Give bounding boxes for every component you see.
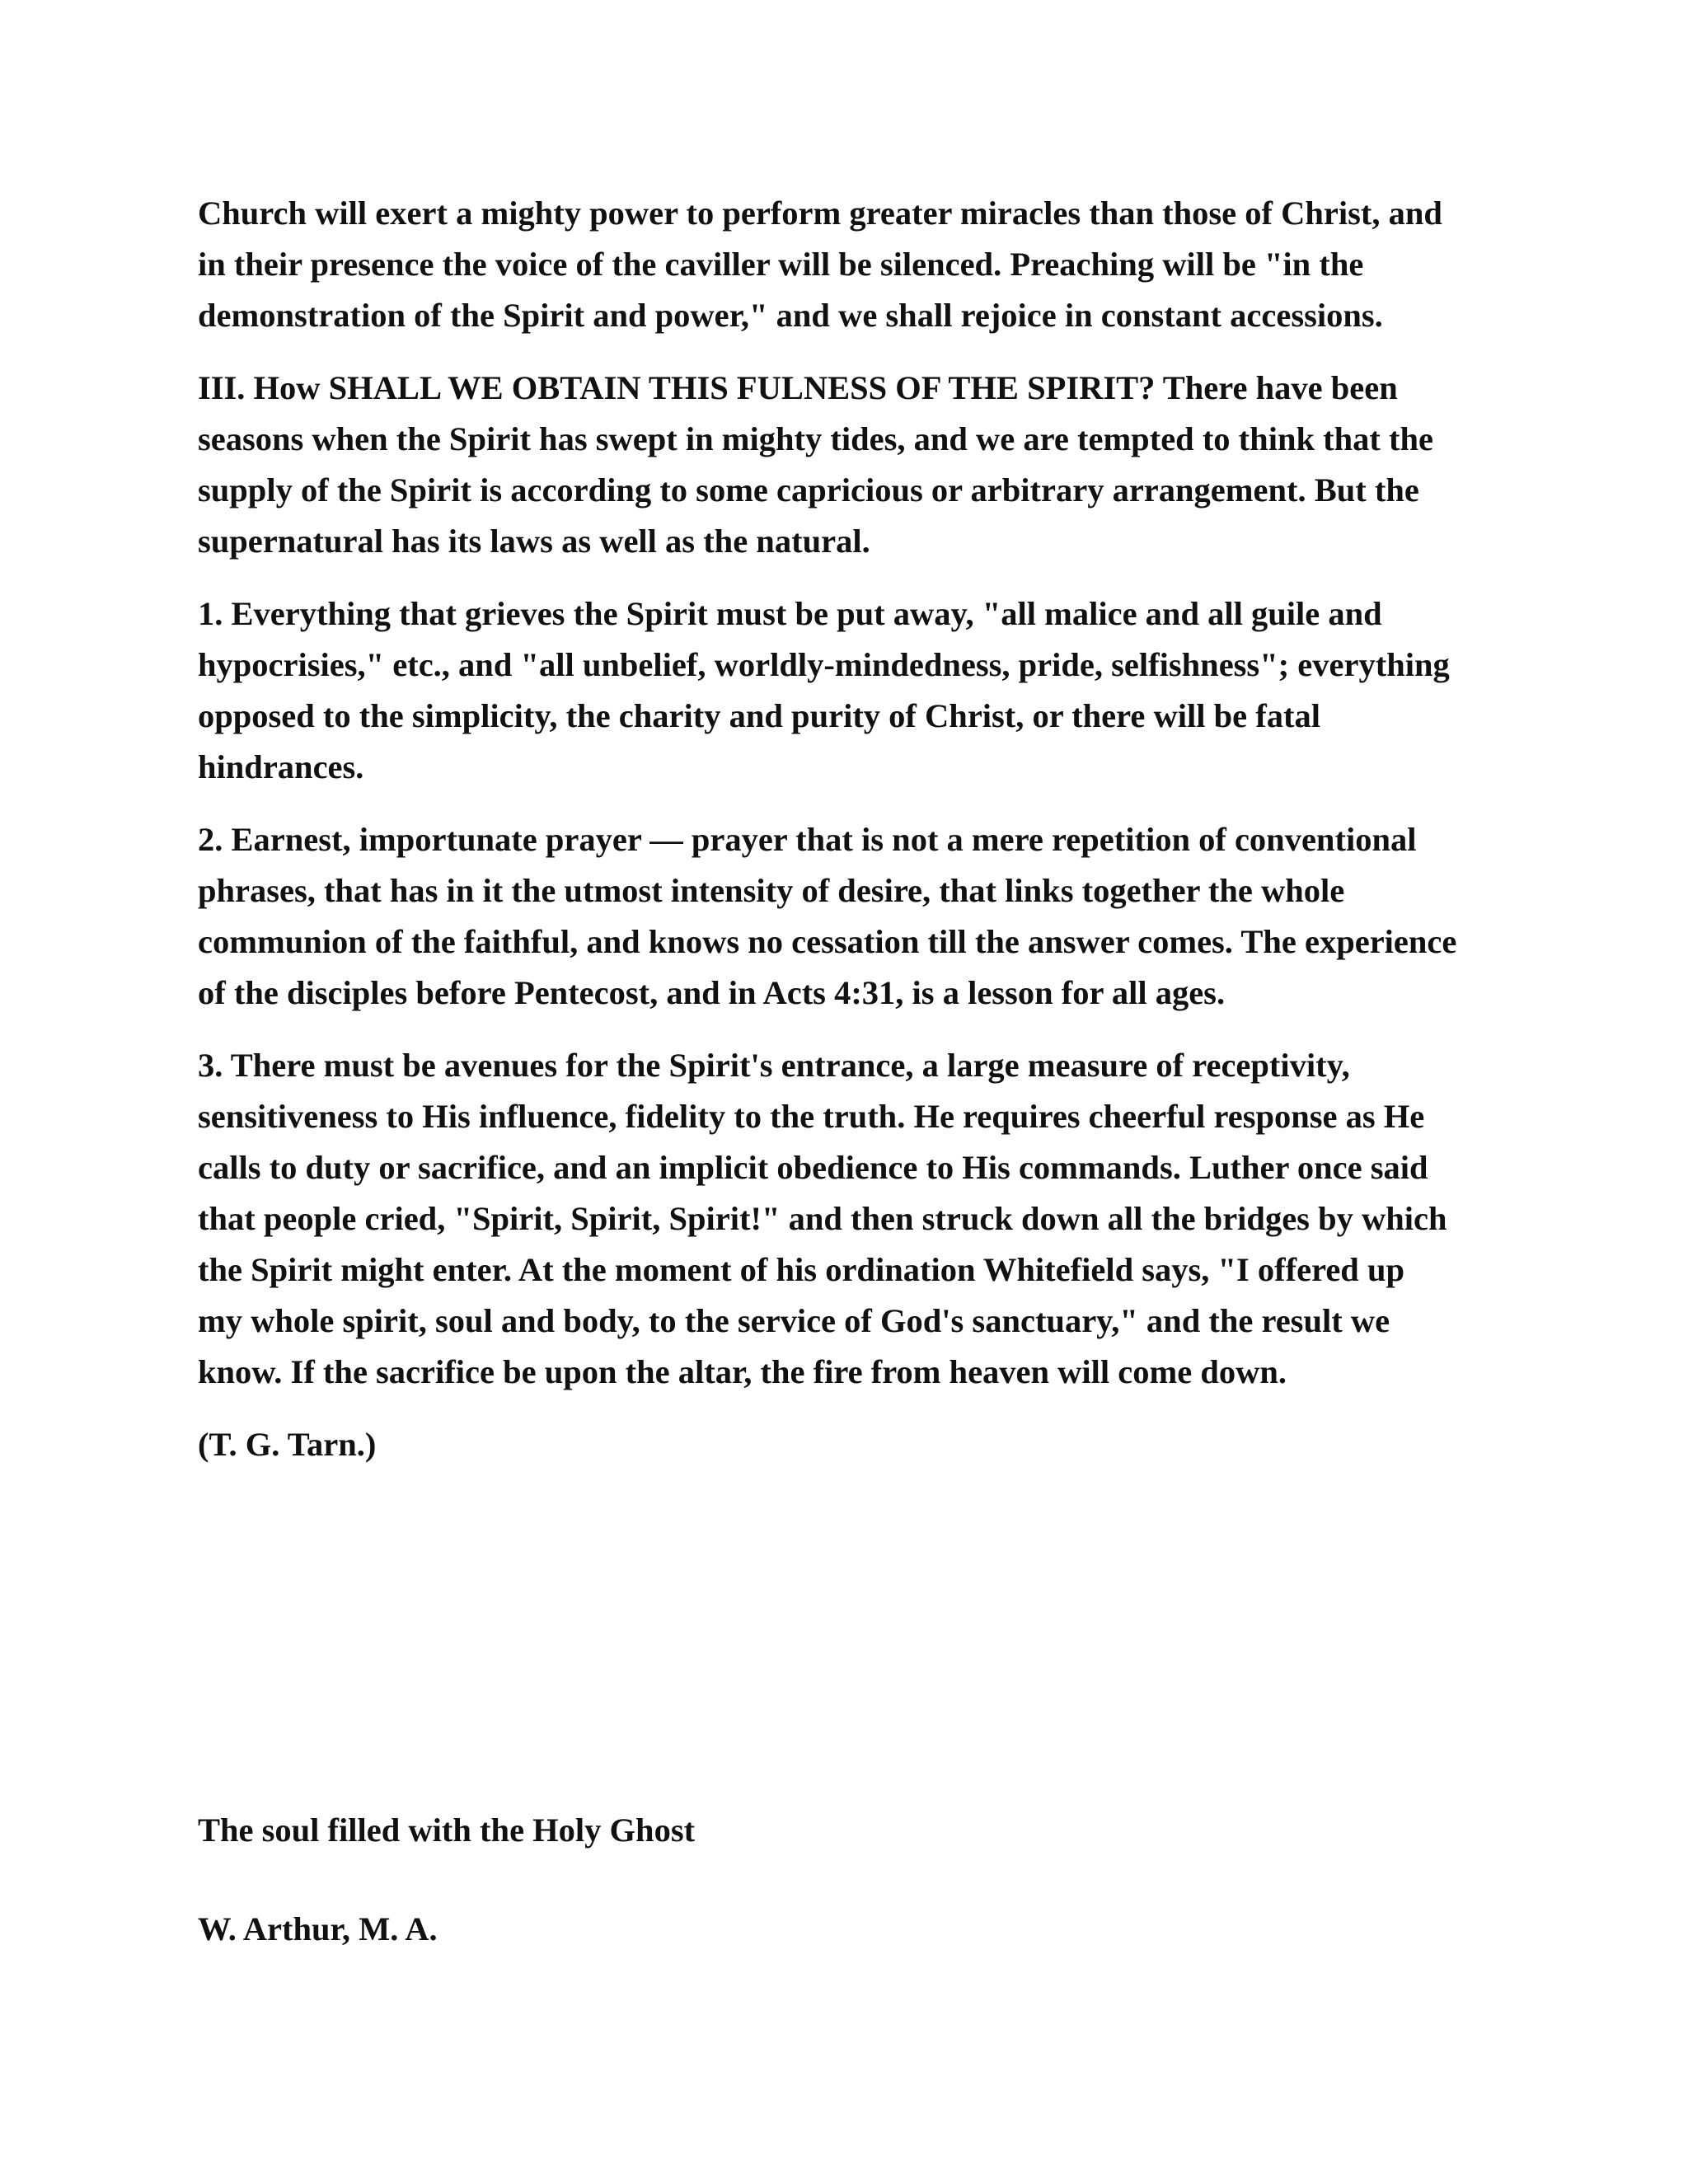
- paragraph-point-one: 1. Everything that grieves the Spirit must be put away, "all malice and all guile and hypocrisies," etc., and "all unbelief, worldly-mindedness, pride, selfishness"; everything opposed to the simplicity, the charity and purity of Christ, or there will be fatal hindrances.: [198, 595, 1450, 785]
- next-section-title: The soul filled with the Holy Ghost: [198, 1811, 696, 1849]
- paragraph-church-power: Church will exert a mighty power to perform greater miracles than those of Christ, and in their presence the voice of the caviller will be silenced. Preaching will be "in the demonstration of the Spirit and power," and we shall rejoice in constant accessions.: [198, 194, 1442, 334]
- paragraph-section-three-heading: III. How SHALL WE OBTAIN THIS FULNESS OF THE SPIRIT? There have been seasons when the Spirit has swept in mighty tides, and we are tempted to think that the supply of the Spirit is according to some capricious or arbitrary arrangement. But the supernatural has its laws as well as the natural.: [198, 369, 1433, 560]
- paragraph-point-three: 3. There must be avenues for the Spirit's entrance, a large measure of receptivity, sensitiveness to His influence, fidelity to the truth. He requires cheerful response as He calls to duty or sacrifice, and an implicit obedience to His commands. Luther once said that people cried, "Spirit, Spirit, Spirit!" and then struck down all the bridges by which the Spirit might enter. At the moment of his ordination Whitefield says, "I offered up my whole spirit, soul and body, to the service of God's sanctuary," and the result we know. If the sacrifice be upon the altar, the fire from heaven will come down.: [198, 1047, 1447, 1390]
- paragraph-point-two: 2. Earnest, importunate prayer — prayer that is not a mere repetition of conventional phrases, that has in it the utmost intensity of desire, that links together the whole communion of the faithful, and knows no cessation till the answer comes. The experience of the disciples before Pentecost, and in Acts 4:31, is a lesson for all ages.: [198, 821, 1457, 1011]
- next-section-author: W. Arthur, M. A.: [198, 1910, 438, 1947]
- attribution: (T. G. Tarn.): [198, 1426, 377, 1463]
